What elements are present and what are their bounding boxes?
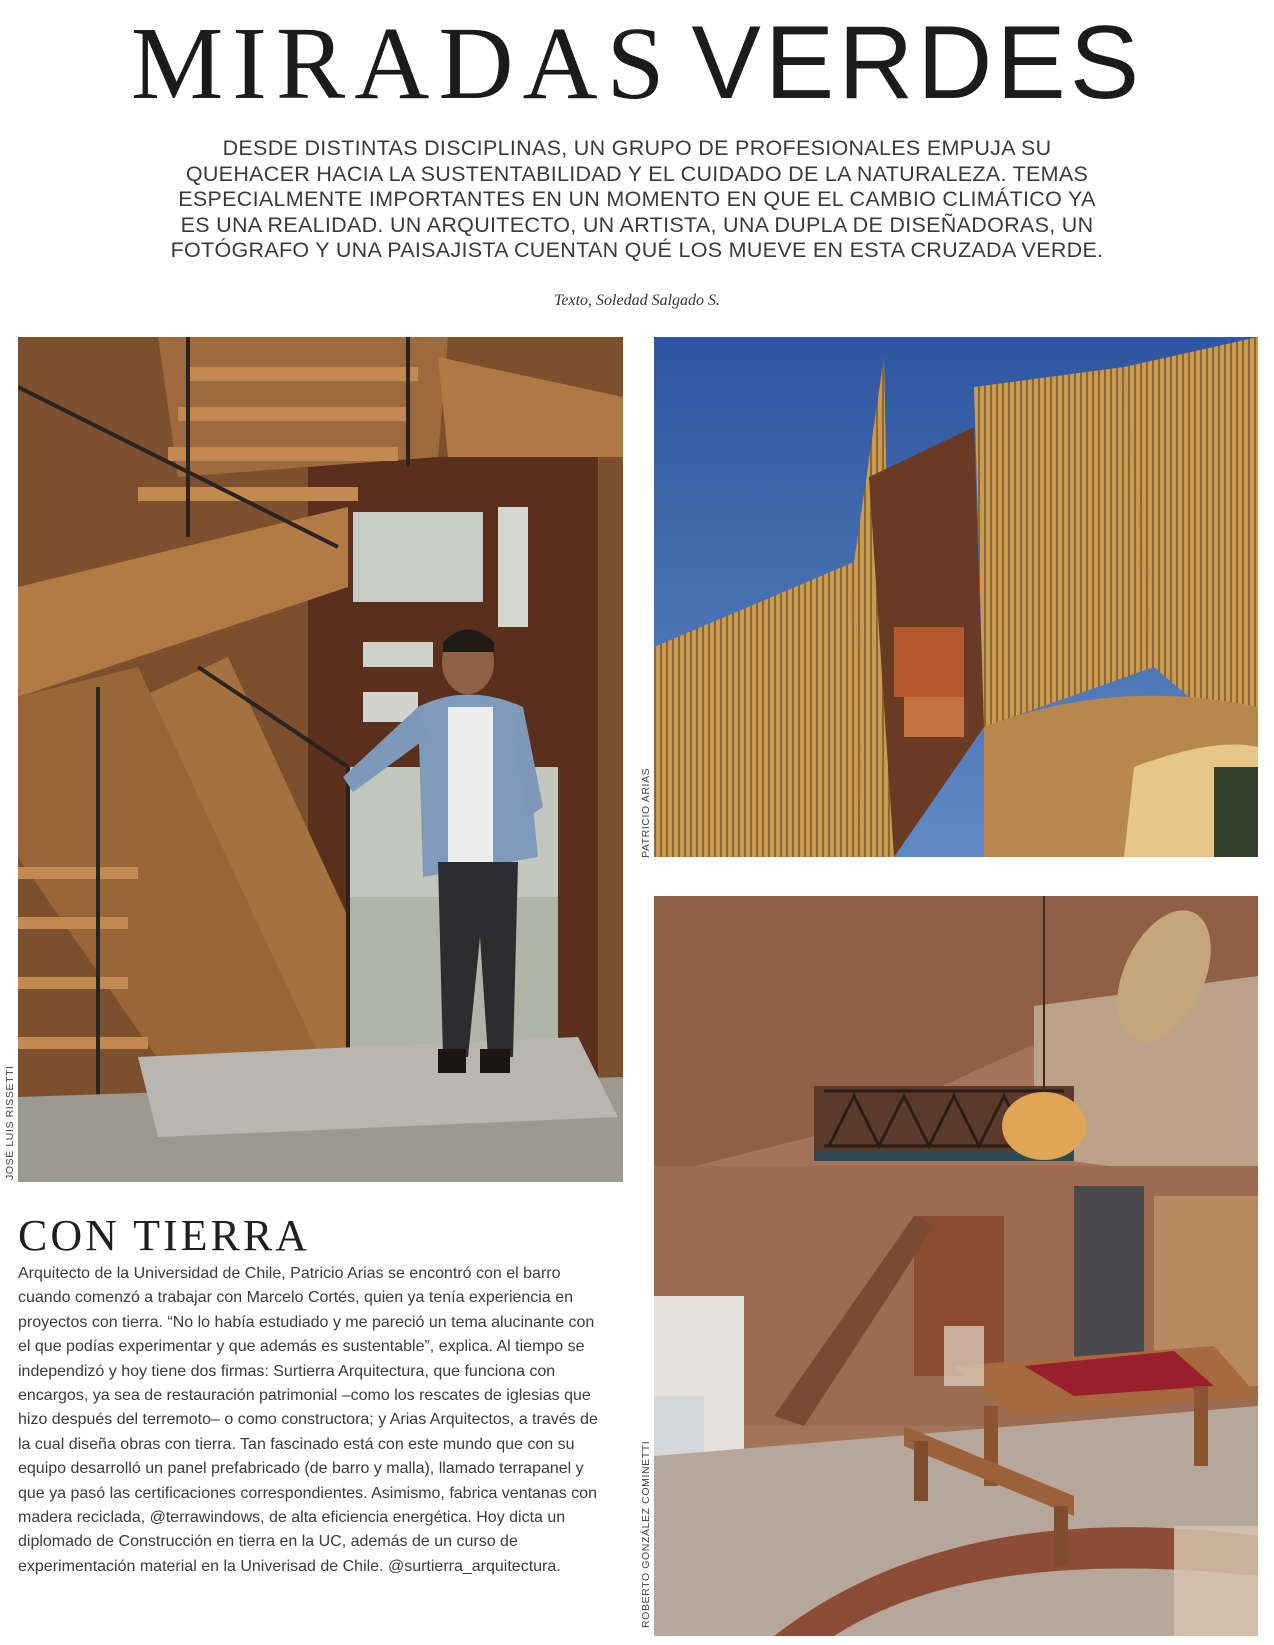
facade-photo-credit: PATRICIO ARIAS: [640, 767, 652, 858]
page-title: [0, 5, 1274, 121]
title-part-serif: MIRADAS: [130, 6, 674, 121]
interior-photo: [654, 896, 1258, 1636]
interior-photo-credit: ROBERTO GONZÁLEZ COMINETTI: [640, 1440, 652, 1628]
byline: Texto, Soledad Salgado S.: [553, 292, 721, 309]
intro-paragraph: DESDE DISTINTAS DISCIPLINAS, UN GRUPO DE PROFESIONALES EMPUJA SU QUEHACER HACIA LA SUSTENTABILIDAD Y EL CUIDADO DE LA NATURALEZA. TEMAS ESPECIALMENTE IMPORTANTES EN UN MOMENTO EN QUE EL CAMBIO CLIMÁTICO YA ES UNA REALIDAD. UN ARQUITECTO, UN ARTISTA, UNA DUPLA DE DISEÑADORAS, UN FOTÓGRAFO Y UNA PAISAJISTA CUENTAN QUÉ LOS MUEVE EN ESTA CRUZADA VERDE.: [170, 136, 1104, 262]
title-part-sans: VERDES: [691, 5, 1144, 121]
section-heading: CON TIERRA: [18, 1211, 310, 1260]
facade-photo: [654, 337, 1258, 857]
article-body: Arquitecto de la Universidad de Chile, Patricio Arias se encontró con el barro cuando comenzó a trabajar con Marcelo Cortés, quien ya tenía experiencia en proyectos con tierra. “No lo había estudiado y me pareció un tema alucinante con el que podías experimentar y que además es sustentable”, explica. Al tiempo se independizó y hoy tiene dos firmas: Surtierra Arquitectura, que funciona con encargos, ya sea de restauración patrimonial –como los rescates de iglesias que hizo después del terremoto– o como constructora; y Arias Arquitectos, a través de la cual diseña obras con tierra. Tan fascinado está con este mundo que con su equipo desarrolló un panel prefabricado (de barro y malla), llamado terrapanel y que ya pasó las certificaciones correspondientes. Asimismo, fabrica ventanas con madera reciclada, @terrawindows, de alta eficiencia energética. Hoy dicta un diplomado de Construcción en tierra en la UC, además de un curso de experimentación material en la Univerisad de Chile. @surtierra_arquitectura.: [18, 1265, 598, 1575]
portrait-photo: [18, 337, 623, 1182]
portrait-photo-credit: JOSÉ LUIS RISSETTI: [4, 1065, 16, 1180]
